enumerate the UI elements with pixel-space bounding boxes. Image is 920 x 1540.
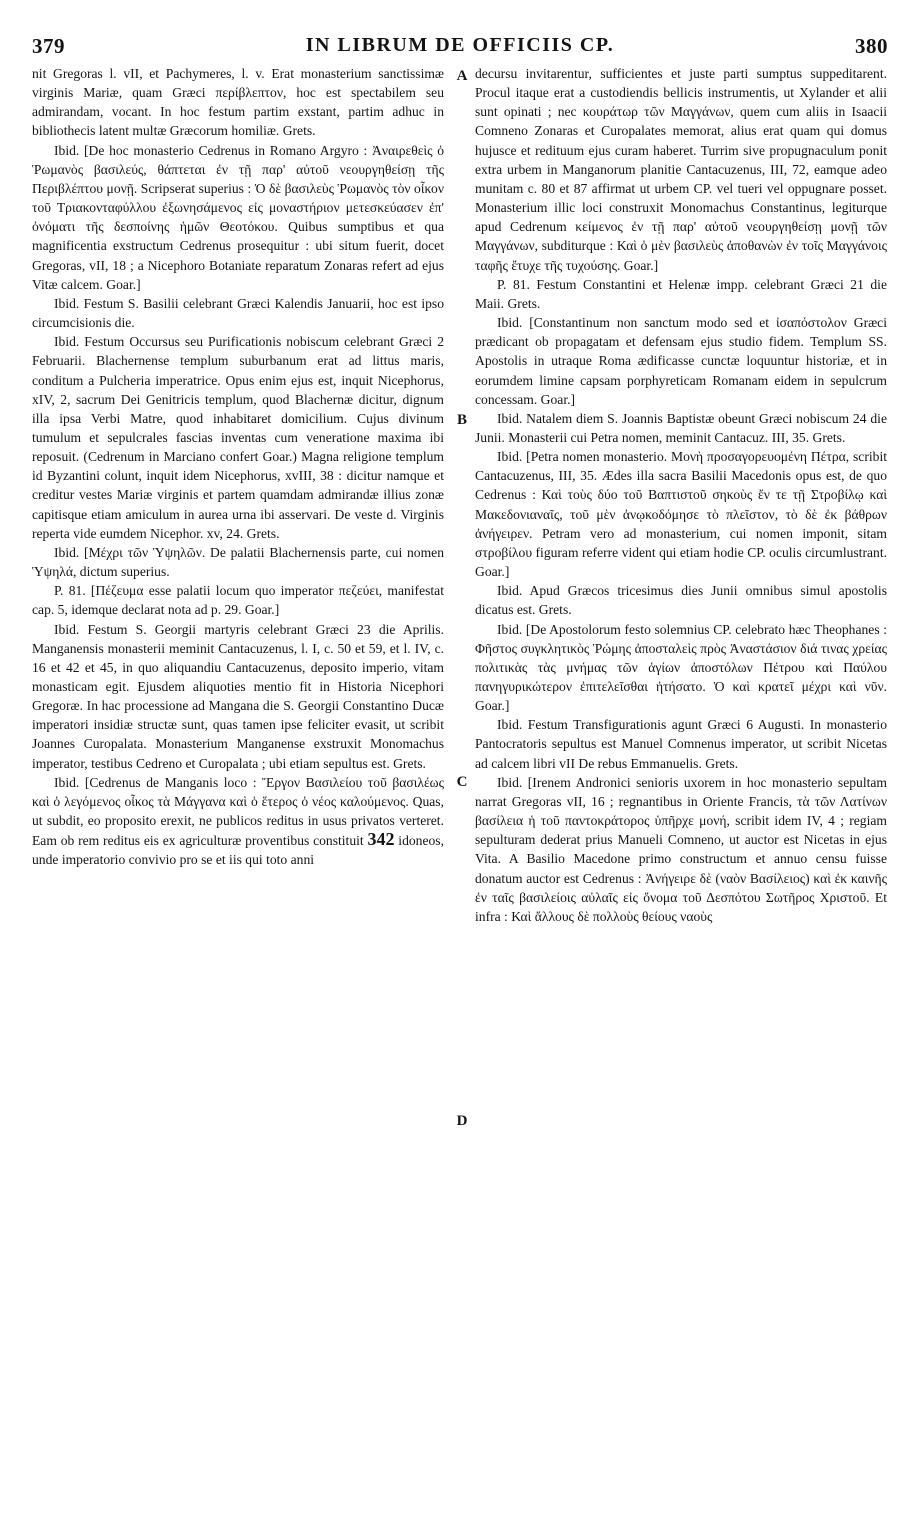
paragraph: P. 81. [Πέζευμα esse palatii locum quo imperator πεζεύει, manifestat cap. 5, idemque declarat nota ad p. 29. Goar.] bbox=[32, 583, 444, 618]
running-header bbox=[32, 34, 888, 62]
paragraph: Ibid. [Petra nomen monasterio. Μονὴ προσαγορευομένη Πέτρα, scribit Cantacuzenus, III, 35. Ædes illa sacra Basilii Macedonis opus est, de quo Cedrenus : Καὶ τοὺς δύο τοῦ Βαπτιστοῦ σηκοὺς ἔν τε τῇ Στροβίλῳ καὶ Μακεδονιαναῖς, τοῦ μὲν ἀνῳκοδόμησε τὸ πλεῖστον, τὸ δὲ ἐκ βάθρων ἀνήγειρεν. Petram vero ad monasterium, cui nomen imponit, sitam στροβίλου figuram referre vident qui etiam hodie CP. oculis circumlustrant. Goar.] bbox=[475, 449, 887, 580]
running-title: IN LIBRUM DE OFFICIIS CP. bbox=[305, 34, 615, 56]
paragraph: Ibid. [De hoc monasterio Cedrenus in Romano Argyro : Ἀναιρεθεὶς ὁ Ῥωμανὸς βασιλεύς, θάπτεται ἐν τῇ παρ' αὐτοῦ νεουργηθείσῃ τῆς Περιβλέπτου μονῇ. Scripserat superius : Ὁ δὲ βασιλεὺς Ῥωμανὸς τὸν οἶκον τοῦ Τριακονταφύλλου ἐξωνησάμενος εἰς μοναστήριον μετεσκεύασεν ἐπ' ὀνόματι τῆς δεσποίνης ἡμῶν Θεοτόκου. Quibus sumptibus et qua magnificentia exstructum Cedrenus prosequitur : ubi situm fuerit, docet Gregoras, vII, 18 ; a Nicephoro Botaniate reparatum Zonaras refert ad ejus Vitæ calcem. Goar.] bbox=[32, 142, 444, 292]
margin-letter-a: A bbox=[456, 68, 468, 84]
paragraph: Ibid. Natalem diem S. Joannis Baptistæ obeunt Græci nobiscum 24 die Junii. Monasterii cui Petra nomen, meminit Cantacuz. III, 35. Grets. bbox=[475, 410, 887, 445]
paragraph: Ibid. [Irenem Andronici senioris uxorem in hoc monasterio sepultam narrat Gregoras vII, 16 ; regnantibus in Oriente Francis, τὰ τῶν Λατίνων βασίλεια ἡ τοῦ παντοκράτορος ὑπῆρχε μονή, scribit idem IV, 4 ; regiam sepulturam dederat prius Manueli Comneno, ut auctor est Nicetas in ejus Vita. A Basilio Macedone primo constructum et annuo censu fuisse donatum auctor est Cedrenus : Ἀνήγειρε δὲ (ναὸν Βασίλειος) καὶ ἐκ καινῆς ἐν ταῖς βασιλείοις αὐλαῖς εἰς ὄνομα τοῦ Δεσπότου Σωτῆρος Χριστοῦ. Et infra : Καὶ ἄλλους δὲ πολλοὺς θείους ναοὺς bbox=[475, 774, 887, 924]
left-column bbox=[32, 64, 444, 1524]
paragraph: nit Gregoras l. vII, et Pachymeres, l. v. Erat monasterium sanctissimæ virginis Mariæ, quam Græci περίβλεπτον, hoc est spectabilem seu admirandam, vocant. In hoc festum partim exstant, partim adhuc in bibliothecis latent multæ Græcorum homiliæ. Grets. bbox=[32, 66, 444, 139]
paragraph: Ibid. [De Apostolorum festo solemnius CP. celebrato hæc Theophanes : Φῆστος συγκλητικὸς Ῥώμης ἀποσταλεὶς πρὸς Ἀναστάσιον διά τινας χρείας πολιτικὰς τὰς μνήμας τῶν ἁγίων ἀποστόλων Πέτρου καὶ Παύλου πανηγυρικώτερον ἐπιτελεῖσθαι ἠτήσατο. Ὁ καὶ κρατεῖ μέχρι καὶ νῦν. Goar.] bbox=[475, 621, 887, 714]
page-number-right: 380 bbox=[855, 34, 888, 58]
paragraph: Ibid. Festum S. Basilii celebrant Græci Kalendis Januarii, hoc est ipso circumcisionis die. bbox=[32, 295, 444, 331]
paragraph: decursu invitarentur, sufficientes et juste parti sumptus suppeditarent. Procul itaque erat a custodiendis bellicis instrumentis, ut Xylander et alii sunt opinati ; nec κουράτωρ τῶν Μαγγάνων, quem cum aliis in Isaacii Comneno Zonaras et Curopalates memorat, alius erat quam qui domus hujusce et redituum ejus curam haberet. Turrim sive propugnaculum ponit extra urbem in Manganorum planitie Cantacuzenus, III, 72, eamque adeo munitam c. 80 et 87 affirmat ut urbem CP. vel tueri vel oppugnare posset. Monasterium illic loci construxit Monomachus Constantinus, legiturque apud Cedrenum κείμενος ἐν τῇ παρ' αὐτοῦ νεουργηθείσῃ μονῇ τῶν Μαγγάνων, subditurque : Καὶ ὁ μὲν βασιλεὺς ἀποθανὼν ἐν τοῖς Μαγγάνοις ταφῆς ἔτυχε τῆς τυχούσης. Goar.] bbox=[475, 66, 887, 273]
paragraph: Ibid. Festum Occursus seu Purificationis nobiscum celebrant Græci 2 Februarii. Blachernense templum suburbanum erat ad littus maris, conditum a Pulcheria imperatrice. Opus enim ejus est, inquit Nicephorus, xIV, 2, sacrum Dei Genitricis templum, quod Blachernæ dicitur, dignum illa ipsa Verbi Matre, quod inhabitaret domicilium. Cujus divinum tumulum et sepulcrales fascias inventas cum veneratione maxima ibi reposuit. (Cedrenum in Marciano confert Goar.) Magna religione templum id Byzantini colunt, inquit idem Nicephorus, xvIII, 38 : dicitur namque et creditur vestes Mariæ virginis et partem quamdam admirandæ illius zonæ capitisque etiam amiculum in aurea urna ibi asservari. De veste d. Virginis reperta vide eumdem Nicephor. xv, 24. Grets. bbox=[32, 334, 444, 541]
paragraph: Ibid. Festum S. Georgii martyris celebrant Græci 23 die Aprilis. Manganensis monasterii meminit Cantacuzenus, l. I, c. 50 et 59, et l. IV, c. 16 et 42 et 45, in quo aliquandiu Cantacuzenus, deposito imperio, vitam monasticam egit. Ejusdem aliquoties mentio fit in Historia Nicephori Gregoræ. In hac processione ad Mangana die S. Georgii Constantino Ducæ imperatori insidiæ structæ sunt, quas tamen ipse feliciter evasit, ut scribit Joannes Curopalata. Monasterium Manganense exstruxit Monomachus imperator, testibus Cedreno et Curopalata ; ubi etiam sepultus est. Grets. bbox=[32, 621, 444, 771]
paragraph bbox=[32, 773, 444, 870]
page-number-left: 379 bbox=[32, 34, 65, 58]
paragraph: Ibid. [Μέχρι τῶν Ὑψηλῶν. De palatii Blachernensis parte, cui nomen Ὑψηλά, dictum superius. bbox=[32, 544, 444, 580]
right-column bbox=[475, 64, 887, 1524]
paragraph: Ibid. [Constantinum non sanctum modo sed et ἰσαπόστολον Græci prædicant ob propagatam et defensam ejus studio fidem. Templum SS. Apostolis in utraque Roma ædificasse cunctæ loquuntur historiæ, et in eorumdem limine capsam porphyreticam Romanam eidem in sepulcrum concessam. Goar.] bbox=[475, 315, 887, 407]
paragraph: Ibid. Apud Græcos tricesimus dies Junii omnibus simul apostolis dicatus est. Grets. bbox=[475, 583, 887, 618]
margin-letter-c: C bbox=[456, 774, 468, 790]
signature-number: 342 bbox=[367, 829, 395, 850]
margin-letter-b: B bbox=[456, 412, 467, 428]
paragraph: P. 81. Festum Constantini et Helenæ impp. celebrant Græci 21 die Maii. Grets. bbox=[475, 276, 887, 311]
margin-letter-d: D bbox=[456, 1113, 468, 1129]
paragraph-text: Ibid. [Cedrenus de Manganis loco : Ἔργον Βασιλείου τοῦ βασιλέως καὶ ὁ λεγόμενος οἶκος τὰ Μάγγανα καὶ ὁ ἕτερος ὁ νέος καλούμενος. Quas, ut subdit, eo proposito erexit, ne publicos reditus in usus privatos verteret. Eam ob rem reditus eis ex agriculturæ proventibus constituit bbox=[32, 774, 444, 849]
paragraph-text: idoneos, unde imperatorio convivio pro se et iis qui toto anni bbox=[32, 833, 444, 868]
paragraph: Ibid. Festum Transfigurationis agunt Græci 6 Augusti. In monasterio Pantocratoris sepultus est Manuel Comnenus imperator, ut scribit Nicetas ad calcem libri vII De rebus Emmanuelis. Grets. bbox=[475, 717, 887, 771]
